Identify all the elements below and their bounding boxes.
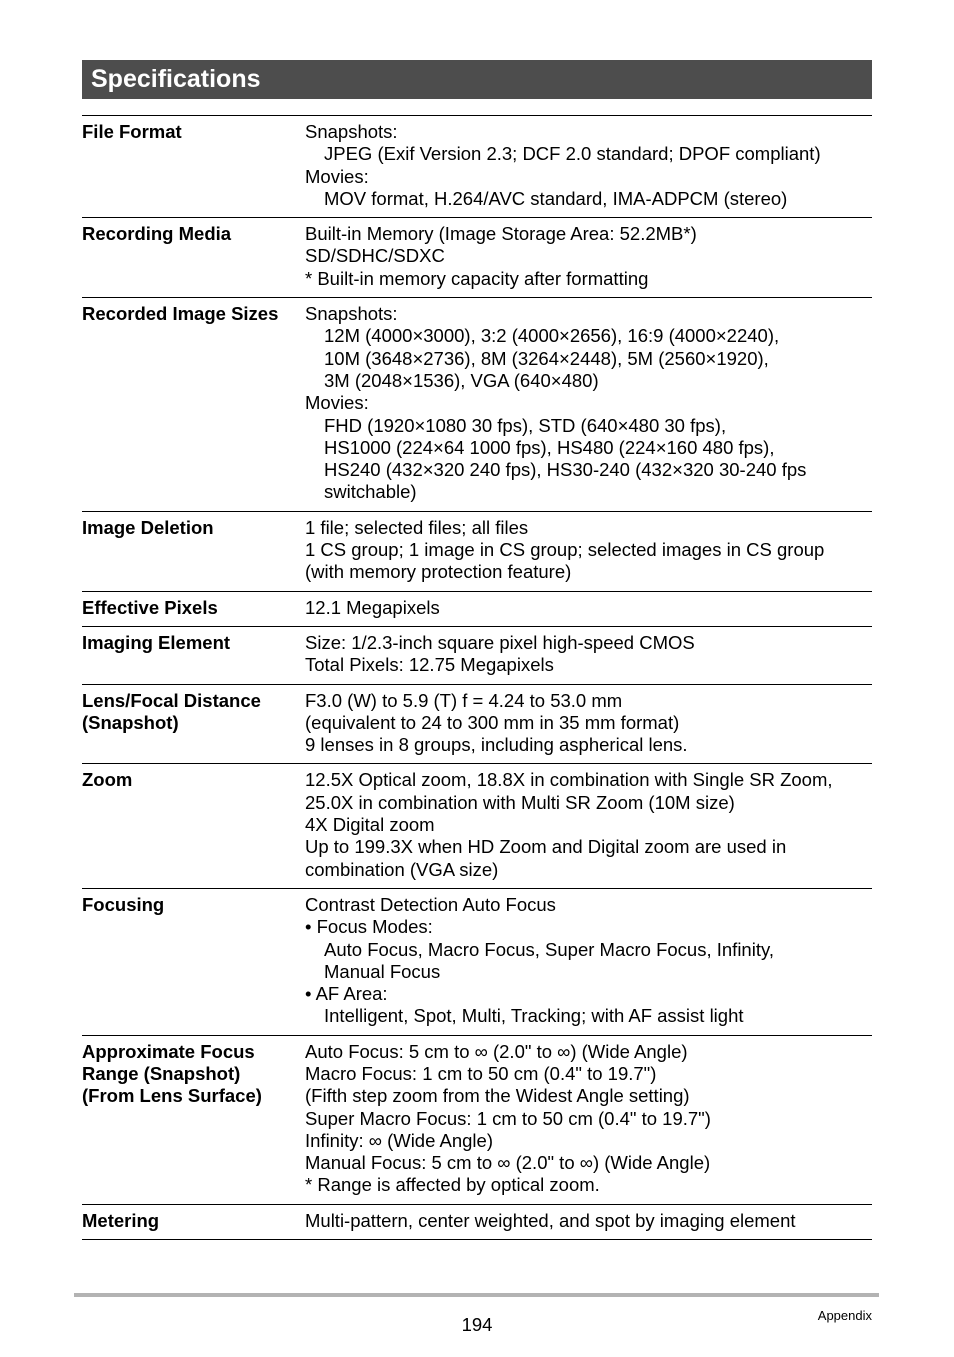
spec-row <box>82 627 872 685</box>
spec-label-line: Imaging Element <box>82 631 231 653</box>
spec-value-line: HS1000 (224×64 1000 fps), HS480 (224×160 480 fps), <box>324 436 775 458</box>
spec-value-line: HS240 (432×320 240 fps), HS30-240 (432×320 30-240 fps <box>324 459 807 481</box>
spec-value <box>305 303 872 504</box>
spec-value-line: (Fifth step zoom from the Widest Angle setting) <box>305 1085 690 1107</box>
spec-value-line: switchable) <box>324 481 417 503</box>
spec-value-line: Manual Focus: 5 cm to ∞ (2.0" to ∞) (Wide Angle) <box>305 1152 711 1174</box>
footer-rule <box>74 1293 879 1297</box>
spec-value-line: * Range is affected by optical zoom. <box>305 1174 600 1196</box>
spec-value <box>305 632 872 677</box>
spec-label-line: Metering <box>82 1209 160 1231</box>
spec-label-line: Recording Media <box>82 223 232 245</box>
spec-value-line: Contrast Detection Auto Focus <box>305 893 556 915</box>
spec-label <box>82 223 305 290</box>
spec-value-line: 12.1 Megapixels <box>305 596 440 618</box>
spec-value <box>305 121 872 210</box>
spec-row <box>82 116 872 218</box>
spec-label-line: File Format <box>82 121 182 142</box>
spec-value-line: SD/SDHC/SDXC <box>305 245 445 267</box>
page-number: 194 <box>461 1314 493 1335</box>
spec-value-line: combination (VGA size) <box>305 858 499 880</box>
spec-value <box>305 1210 872 1232</box>
spec-row <box>82 889 872 1036</box>
spec-value-line: MOV format, H.264/AVC standard, IMA-ADPCM (stereo) <box>324 187 788 209</box>
spec-label <box>82 517 305 584</box>
spec-row <box>82 512 872 592</box>
spec-value-line: Total Pixels: 12.75 Megapixels <box>305 654 554 676</box>
spec-label <box>82 690 305 757</box>
spec-value <box>305 894 872 1028</box>
spec-label-line: Effective Pixels <box>82 596 218 618</box>
spec-label-line: Range (Snapshot) <box>82 1062 241 1084</box>
spec-value-line: Movies: <box>305 392 369 414</box>
spec-row <box>82 218 872 298</box>
spec-label <box>82 121 305 210</box>
spec-row <box>82 1036 872 1205</box>
spec-value-line: Infinity: ∞ (Wide Angle) <box>305 1129 493 1151</box>
spec-label <box>82 769 305 880</box>
spec-label-line: Zoom <box>82 769 133 791</box>
spec-value-line: F3.0 (W) to 5.9 (T) f = 4.24 to 53.0 mm <box>305 689 623 711</box>
spec-label <box>82 597 305 619</box>
page-title: Specifications <box>91 65 261 93</box>
spec-label-line: Approximate Focus <box>82 1040 255 1062</box>
spec-label-line: Focusing <box>82 893 165 915</box>
spec-table <box>82 115 872 1240</box>
spec-label-line: Recorded Image Sizes <box>82 303 279 325</box>
spec-value-line: 1 file; selected files; all files <box>305 516 529 538</box>
spec-label-line: (Snapshot) <box>82 711 179 733</box>
spec-value <box>305 690 872 757</box>
spec-label <box>82 1210 305 1232</box>
spec-value-line: Snapshots: <box>305 121 398 142</box>
spec-value-line: Super Macro Focus: 1 cm to 50 cm (0.4" to 19.7") <box>305 1107 711 1129</box>
spec-value <box>305 769 872 880</box>
spec-value-line: 25.0X in combination with Multi SR Zoom (10M size) <box>305 791 735 813</box>
spec-value-line: (equivalent to 24 to 300 mm in 35 mm format) <box>305 711 680 733</box>
section-title-bar <box>82 60 872 99</box>
spec-value-line: • AF Area: <box>305 983 388 1005</box>
spec-value-line: FHD (1920×1080 30 fps), STD (640×480 30 fps), <box>324 414 727 436</box>
spec-value-line: 3M (2048×1536), VGA (640×480) <box>324 369 599 391</box>
spec-value-line: * Built-in memory capacity after formatting <box>305 267 649 289</box>
spec-label <box>82 894 305 1028</box>
spec-value-line: Auto Focus: 5 cm to ∞ (2.0" to ∞) (Wide Angle) <box>305 1040 688 1062</box>
spec-label <box>82 1041 305 1197</box>
spec-value-line: Movies: <box>305 165 369 187</box>
spec-value-line: 9 lenses in 8 groups, including aspherical lens. <box>305 734 688 756</box>
spec-value-line: • Focus Modes: <box>305 916 433 938</box>
spec-row <box>82 298 872 512</box>
spec-row <box>82 764 872 888</box>
spec-row <box>82 592 872 627</box>
spec-value-line: Up to 199.3X when HD Zoom and Digital zoom are used in <box>305 836 787 858</box>
spec-value-line: 12.5X Optical zoom, 18.8X in combination with Single SR Zoom, <box>305 769 833 791</box>
spec-value-line: 10M (3648×2736), 8M (3264×2448), 5M (2560×1920), <box>324 347 769 369</box>
spec-value-line: Auto Focus, Macro Focus, Super Macro Focus, Infinity, <box>324 938 774 960</box>
spec-value-line: Snapshots: <box>305 303 398 325</box>
spec-value-line: 4X Digital zoom <box>305 814 435 836</box>
spec-value <box>305 597 872 619</box>
spec-value-line: Manual Focus <box>324 960 441 982</box>
spec-label-line: Image Deletion <box>82 516 214 538</box>
spec-value-line: Size: 1/2.3-inch square pixel high-speed CMOS <box>305 631 695 653</box>
spec-value <box>305 1041 872 1197</box>
spec-value-line: JPEG (Exif Version 2.3; DCF 2.0 standard; DPOF compliant) <box>324 143 821 165</box>
spec-value-line: Built-in Memory (Image Storage Area: 52.2MB*) <box>305 223 697 245</box>
spec-label-line: Lens/Focal Distance <box>82 689 261 711</box>
spec-label <box>82 632 305 677</box>
spec-row <box>82 685 872 765</box>
spec-value-line: Intelligent, Spot, Multi, Tracking; with AF assist light <box>324 1005 744 1027</box>
spec-label <box>82 303 305 504</box>
spec-row <box>82 1205 872 1240</box>
section-name: Appendix <box>817 1308 872 1323</box>
spec-value-line: 1 CS group; 1 image in CS group; selected images in CS group <box>305 539 825 561</box>
spec-value-line: Multi-pattern, center weighted, and spot by imaging element <box>305 1209 796 1231</box>
spec-value <box>305 517 872 584</box>
spec-label-line: (From Lens Surface) <box>82 1085 262 1107</box>
spec-value-line: 12M (4000×3000), 3:2 (4000×2656), 16:9 (4000×2240), <box>324 325 780 347</box>
spec-value <box>305 223 872 290</box>
spec-value-line: Macro Focus: 1 cm to 50 cm (0.4" to 19.7") <box>305 1062 657 1084</box>
spec-value-line: (with memory protection feature) <box>305 561 572 583</box>
